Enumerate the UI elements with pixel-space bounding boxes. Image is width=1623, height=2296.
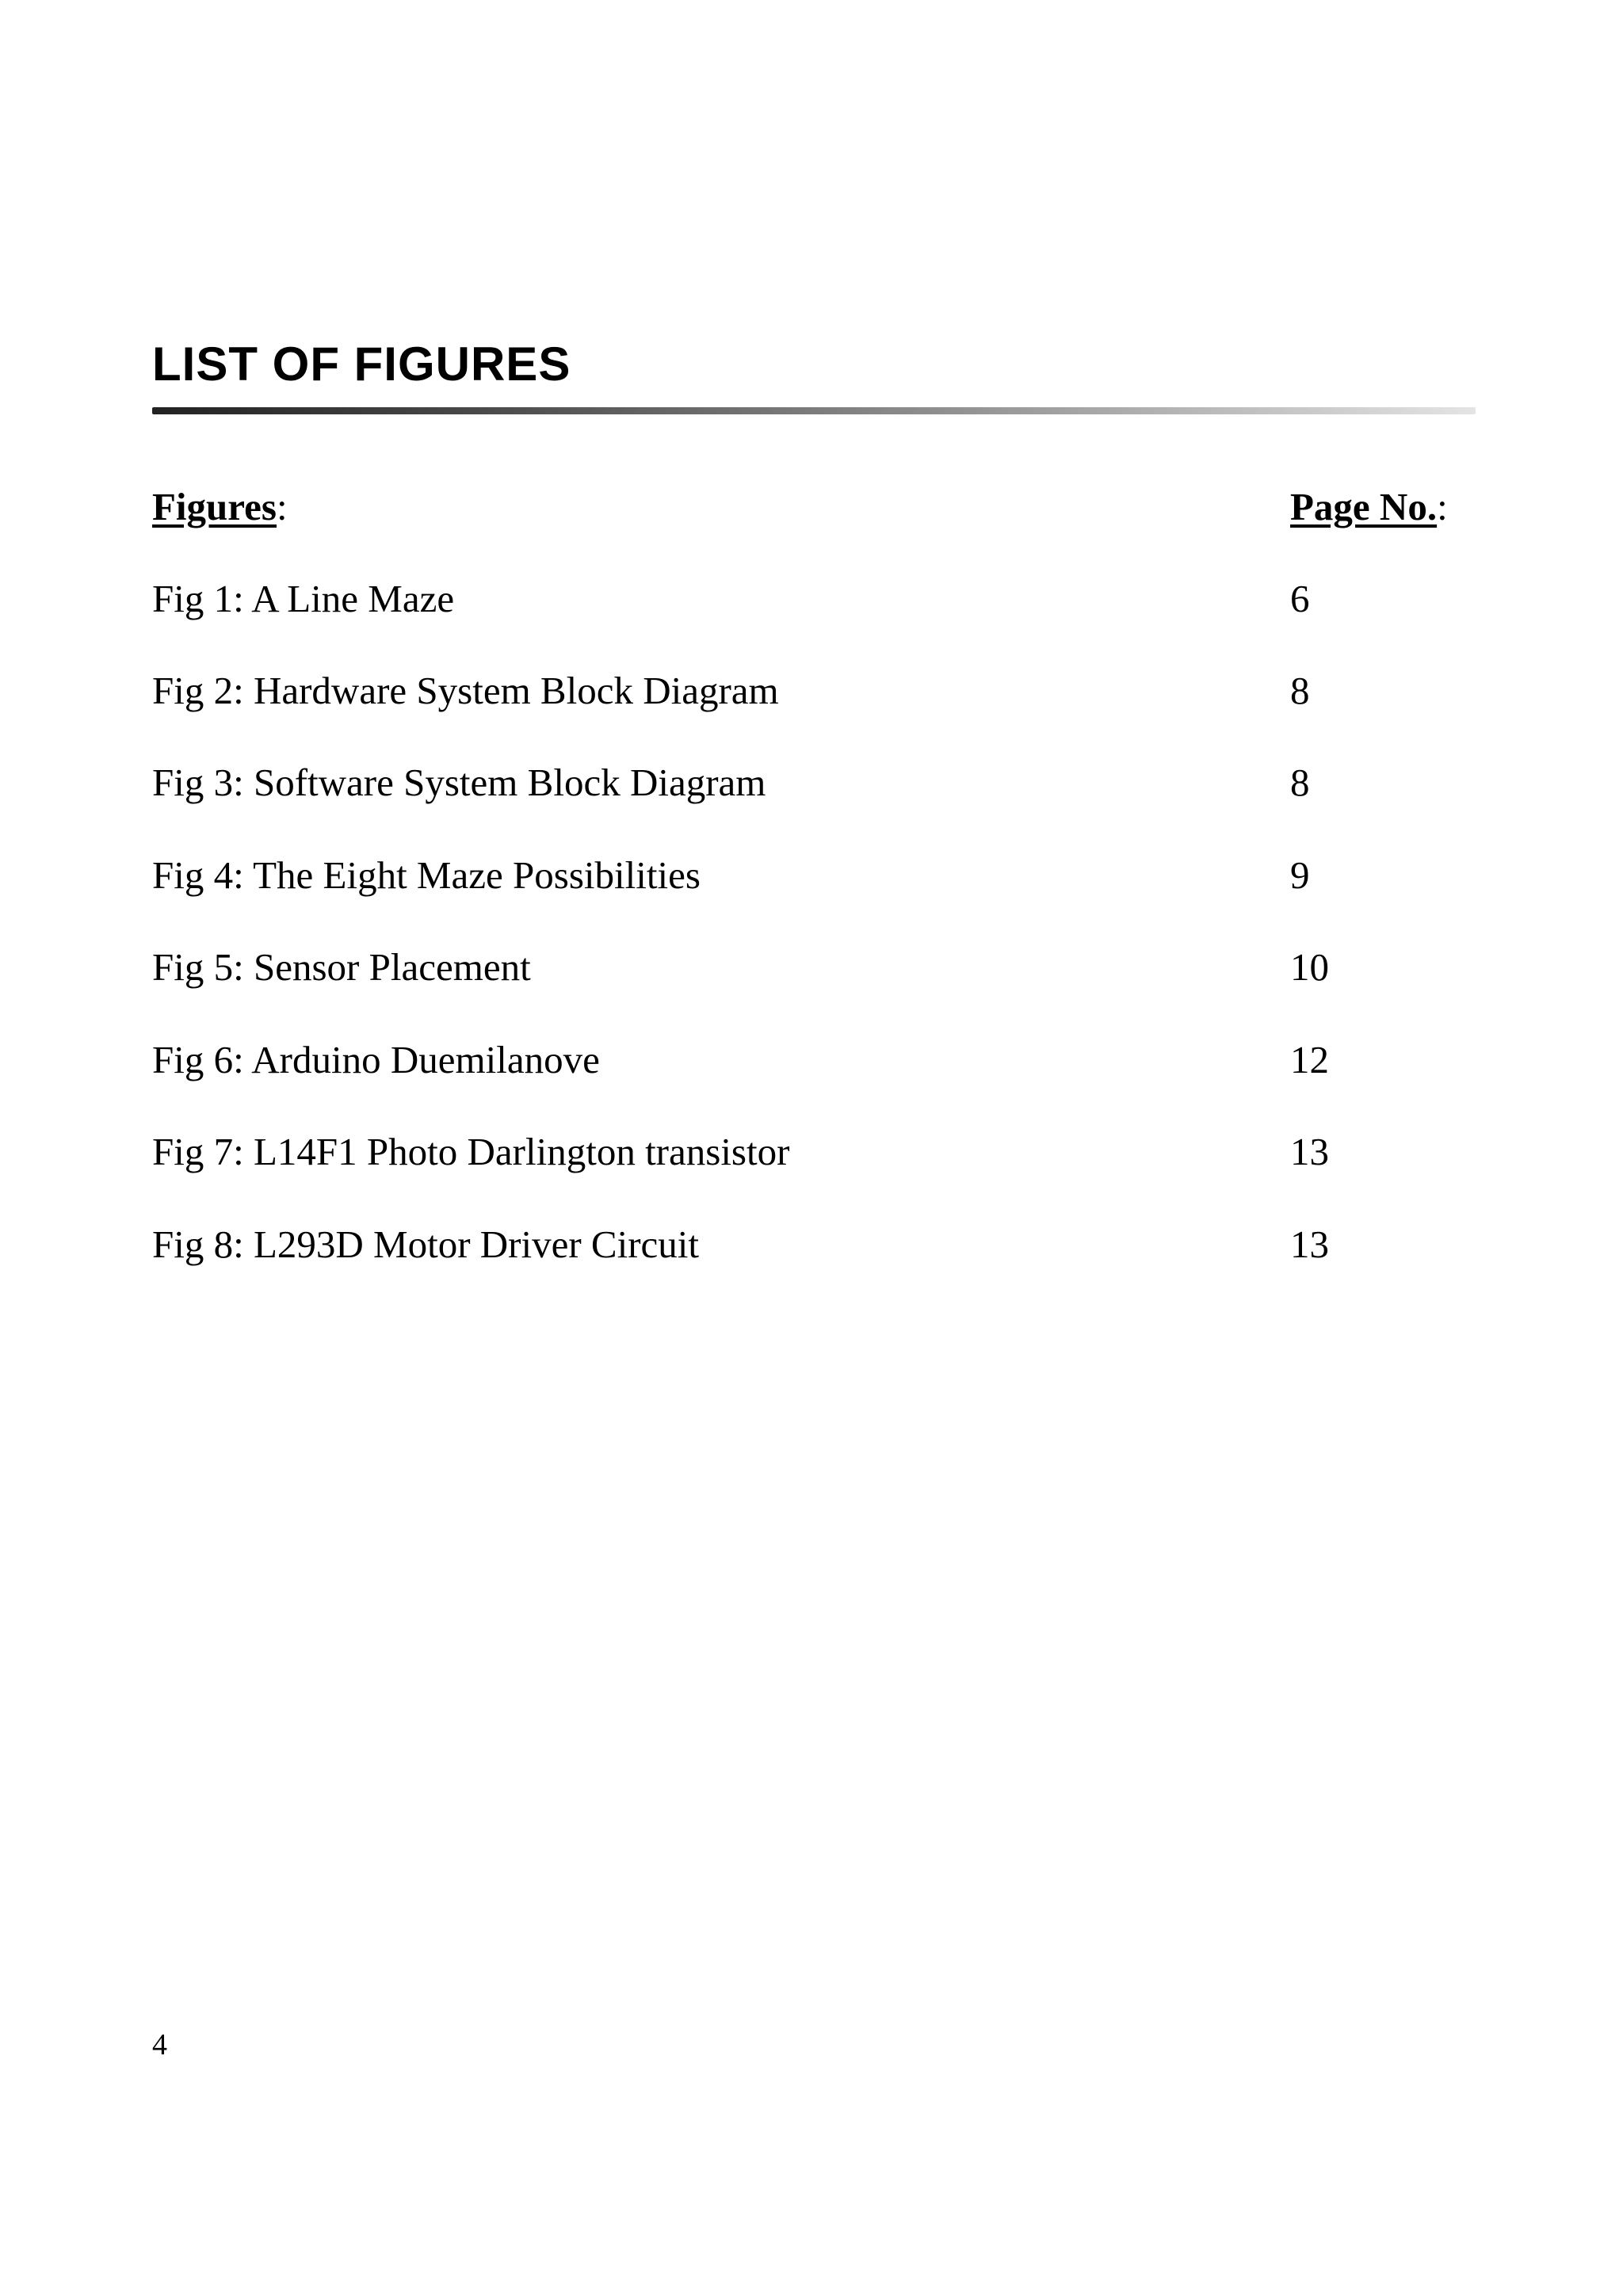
figure-page-number: 8 <box>1290 761 1310 804</box>
figure-title: Fig 3: Software System Block Diagram <box>152 761 766 804</box>
figure-list-item <box>152 1128 1484 1176</box>
figure-title: Fig 6: Arduino Duemilanove <box>152 1038 600 1081</box>
figures-header-colon: : <box>276 485 288 528</box>
figure-title: Fig 2: Hardware System Block Diagram <box>152 669 779 712</box>
figure-page-number: 8 <box>1290 669 1310 712</box>
figure-title: Fig 1: A Line Maze <box>152 577 455 620</box>
figure-list-item <box>152 575 1484 623</box>
page-no-header-label: Page No. <box>1290 485 1438 528</box>
figure-title: Fig 5: Sensor Placement <box>152 945 531 989</box>
figure-title: Fig 7: L14F1 Photo Darlington transistor <box>152 1130 790 1173</box>
title-underline-rule <box>152 407 1476 414</box>
page-number: 4 <box>152 2028 167 2061</box>
figure-page-number: 13 <box>1290 1222 1329 1266</box>
figure-title: Fig 8: L293D Motor Driver Circuit <box>152 1222 700 1266</box>
figure-page-number: 10 <box>1290 945 1329 989</box>
figure-page-number: 12 <box>1290 1038 1329 1081</box>
figure-list-item <box>152 1221 1484 1268</box>
figures-column-header <box>152 483 288 531</box>
figure-list-item <box>152 944 1484 991</box>
figure-title: Fig 4: The Eight Maze Possibilities <box>152 853 701 897</box>
figure-list-item <box>152 852 1484 899</box>
figure-list-item <box>152 1036 1484 1084</box>
figure-page-number: 13 <box>1290 1130 1329 1173</box>
figures-header-label: Figures <box>152 485 277 528</box>
page-no-header-colon: : <box>1437 485 1448 528</box>
figure-list-item <box>152 759 1484 807</box>
figure-page-number: 6 <box>1290 577 1310 620</box>
column-header-row <box>152 483 1484 531</box>
page-no-column-header <box>1290 483 1448 531</box>
figure-list-item <box>152 667 1484 715</box>
page-title: LIST OF FIGURES <box>152 338 571 391</box>
figure-page-number: 9 <box>1290 853 1310 897</box>
